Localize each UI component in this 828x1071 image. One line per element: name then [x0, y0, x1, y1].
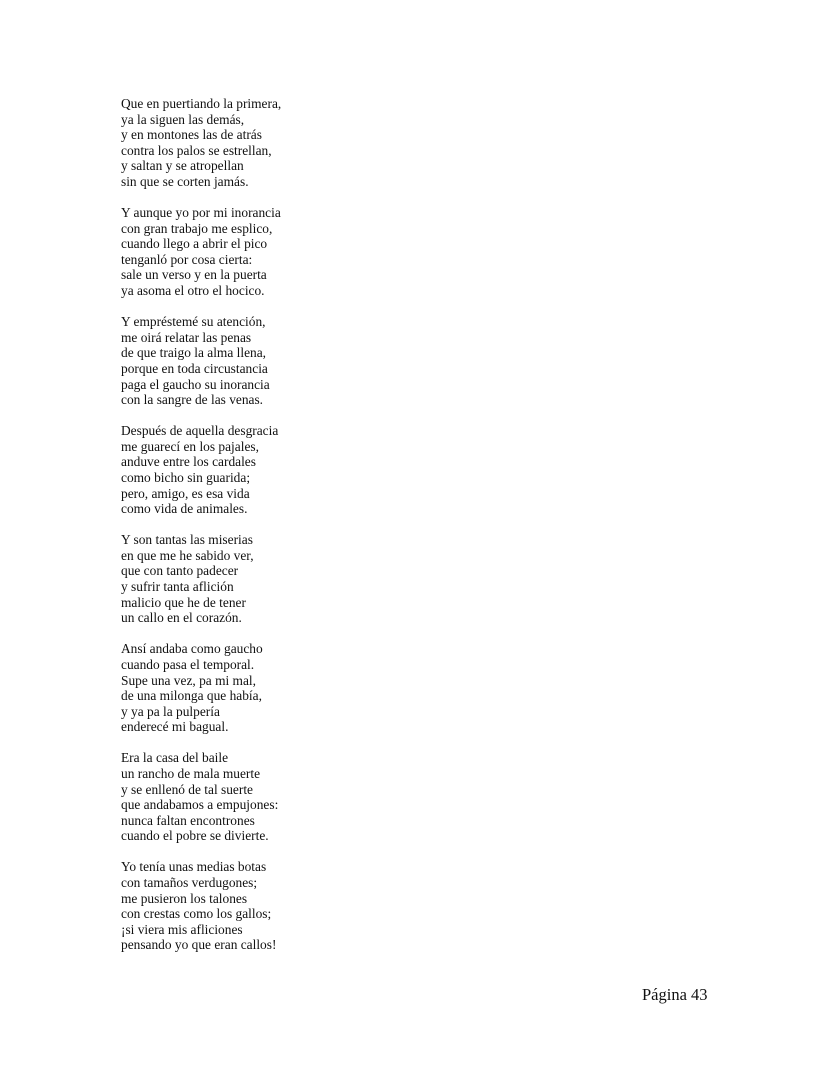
poem-line: ¡si viera mis afliciones	[121, 921, 243, 937]
poem-line: cuando pasa el temporal.	[121, 656, 255, 672]
poem-line: sale un verso y en la puerta	[121, 267, 267, 283]
poem-line: cuando el pobre se divierte.	[121, 828, 269, 844]
poem-line: Supe una vez, pa mi mal,	[121, 672, 256, 688]
poem-line: sin que se corten jamás.	[121, 173, 249, 189]
poem-line: malicio que he de tener	[121, 594, 246, 610]
poem-line: que con tanto padecer	[121, 563, 239, 579]
poem-line: Y aunque yo por mi inorancia	[121, 205, 281, 221]
stanza	[121, 641, 521, 735]
stanza	[121, 314, 521, 408]
stanza	[121, 750, 521, 844]
poem-line: me guarecí en los pajales,	[121, 438, 259, 454]
poem-line: y ya pa la pulpería	[121, 703, 220, 719]
poem-line: cuando llego a abrir el pico	[121, 236, 268, 252]
poem-line: como vida de animales.	[121, 501, 248, 517]
poem-line: me pusieron los talones	[121, 890, 248, 906]
poem-line: Era la casa del baile	[121, 750, 229, 766]
poem-line: ya asoma el otro el hocico.	[121, 283, 265, 299]
poem-line: enderecé mi bagual.	[121, 719, 229, 735]
poem-line: con gran trabajo me esplico,	[121, 220, 273, 236]
page-number: Página 43	[642, 985, 708, 1004]
poem-line: que andabamos a empujones:	[121, 797, 279, 813]
poem-line: con tamaños verdugones;	[121, 875, 258, 891]
poem-line: y en montones las de atrás	[121, 127, 262, 143]
poem-line: porque en toda circustancia	[121, 360, 268, 376]
poem-body	[121, 96, 521, 969]
poem-line: como bicho sin guarida;	[121, 469, 251, 485]
poem-line: y sufrir tanta aflición	[121, 579, 234, 595]
poem-line: contra los palos se estrellan,	[121, 142, 272, 158]
poem-line: pensando yo que eran callos!	[121, 937, 277, 953]
poem-line: tenganló por cosa cierta:	[121, 251, 253, 267]
poem-line: pero, amigo, es esa vida	[121, 485, 250, 501]
stanza	[121, 532, 521, 626]
poem-line: un callo en el corazón.	[121, 610, 242, 626]
poem-line: Ansí andaba como gaucho	[121, 641, 263, 657]
poem-line: anduve entre los cardales	[121, 454, 256, 470]
poem-line: nunca faltan encontrones	[121, 812, 255, 828]
poem-line: con la sangre de las venas.	[121, 392, 264, 408]
poem-line: paga el gaucho su inorancia	[121, 376, 270, 392]
poem-line: Y empréstemé su atención,	[121, 314, 266, 330]
poem-line: Que en puertiando la primera,	[121, 96, 282, 111]
stanza	[121, 859, 521, 953]
stanza	[121, 96, 521, 190]
stanza	[121, 423, 521, 517]
poem-line: me oirá relatar las penas	[121, 329, 252, 345]
poem-line: y saltan y se atropellan	[121, 158, 244, 174]
poem-line: Y son tantas las miserias	[121, 532, 253, 548]
poem-line: en que me he sabido ver,	[121, 547, 254, 563]
poem-line: de una milonga que había,	[121, 688, 262, 704]
poem-line: un rancho de mala muerte	[121, 765, 261, 781]
poem-line: Yo tenía unas medias botas	[121, 859, 267, 875]
poem-line: Después de aquella desgracia	[121, 423, 279, 439]
poem-line: de que traigo la alma llena,	[121, 345, 267, 361]
poem-line: y se enllenó de tal suerte	[121, 781, 253, 797]
poem-line: con crestas como los gallos;	[121, 906, 272, 922]
poem-line: ya la siguen las demás,	[121, 111, 245, 127]
stanza	[121, 205, 521, 299]
